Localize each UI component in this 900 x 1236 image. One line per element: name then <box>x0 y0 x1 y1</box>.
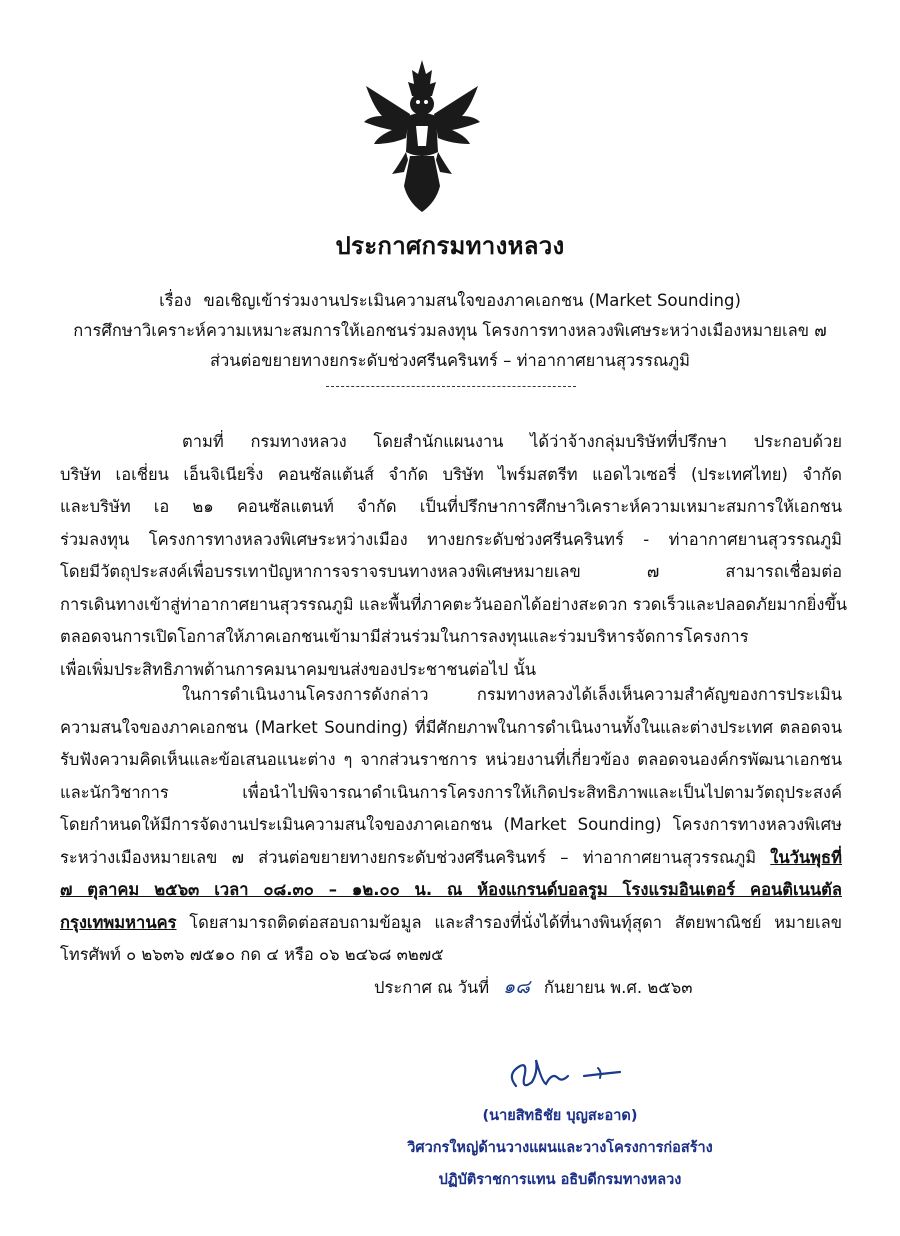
announcement-title: ประกาศกรมทางหลวง <box>335 232 565 260</box>
subject-line-3: ส่วนต่อขยายทางยกระดับช่วงศรีนครินทร์ – ท่าอากาศยานสุวรรณภูมิ <box>209 351 691 370</box>
paragraph-1-line: โดยมีวัตถุประสงค์เพื่อบรรเทาปัญหาการจราจรบนทางหลวงพิเศษหมายเลข ๗ สามารถเชื่อมต่อ <box>60 562 842 581</box>
paragraph-2-line: ความสนใจของภาคเอกชน (Market Sounding) ที่มีศักยภาพในการดำเนินงานทั้งในและต่างประเทศ ตลอดจน <box>60 717 842 737</box>
paragraph-2-line <box>60 874 842 907</box>
paragraph-2-line: และนักวิชาการ เพื่อนำไปพิจารณาดำเนินการโครงการให้เกิดประสิทธิภาพและเป็นไปตามวัตถุประสงค์ <box>60 782 842 802</box>
announcement-date <box>374 972 692 1002</box>
phone-line: โทรศัพท์ ๐ ๒๖๓๖ ๗๕๑๐ กด ๔ หรือ ๐๖ ๒๔๖๘ ๓๒๗๕ <box>60 945 444 964</box>
event-day-highlight: ในวันพุธที่ <box>770 847 842 867</box>
paragraph-2-line <box>60 842 842 875</box>
paragraph-1-line: บริษัท เอเชี่ยน เอ็นจิเนียริ่ง คอนซัลแต้นส์ จำกัด บริษัท ไพร์มสตรีท แอดไวเซอรี่ (ประเทศไทย) จำกัด <box>60 464 842 484</box>
paragraph-1-line: และบริษัท เอ ๒๑ คอนซัลแตนท์ จำกัด เป็นที่ปรึกษาการศึกษาวิเคราะห์ความเหมาะสมการให้เอกชน <box>60 497 842 516</box>
contact-text: โดยสามารถติดต่อสอบถามข้อมูล และสำรองที่นั่งได้ที่นางพินทุ์สุดา สัตยพาณิชย์ หมายเลข <box>189 912 842 932</box>
event-location-text: ระหว่างเมืองหมายเลข ๗ ส่วนต่อขยายทางยกระดับช่วงศรีนครินทร์ – ท่าอากาศยานสุวรรณภูมิ <box>60 847 757 867</box>
paragraph-2-line <box>60 907 842 940</box>
paragraph-1-line: ตลอดจนการเปิดโอกาสให้ภาคเอกชนเข้ามามีส่วนร่วมในการลงทุนและร่วมบริหารจัดการโครงการ <box>60 627 749 646</box>
subject-block <box>40 286 860 376</box>
subject-line-1 <box>40 286 860 316</box>
subject-line-2: การศึกษาวิเคราะห์ความเหมาะสมการให้เอกชนร่วมลงทุน โครงการทางหลวงพิเศษระหว่างเมืองหมายเลข ๗ <box>73 321 827 340</box>
event-city-highlight: กรุงเทพมหานคร <box>60 912 177 932</box>
handwritten-signature <box>502 1052 632 1102</box>
garuda-emblem-icon <box>362 56 482 216</box>
subject-text-1: ขอเชิญเข้าร่วมงานประเมินความสนใจของภาคเอกชน (Market Sounding) <box>203 291 741 310</box>
paragraph-2-line: รับฟังความคิดเห็นและข้อเสนอแนะต่าง ๆ จากส่วนราชการ หน่วยงานที่เกี่ยวข้อง ตลอดจนองค์กรพัฒนาเอกชน <box>60 750 842 769</box>
paragraph-1-line: ตามที่ กรมทางหลวง โดยสำนักแผนงาน ได้ว่าจ้างกลุ่มบริษัทที่ปรึกษา ประกอบด้วย <box>182 432 842 451</box>
divider-line <box>326 386 576 387</box>
paragraph-1-line: เพื่อเพิ่มประสิทธิภาพด้านการคมนาคมขนส่งของประชาชนต่อไป นั้น <box>60 659 537 679</box>
date-suffix: กันยายน พ.ศ. ๒๕๖๓ <box>543 978 693 997</box>
signer-position: วิศวกรใหญ่ด้านวางแผนและวางโครงการก่อสร้าง <box>407 1140 713 1156</box>
event-datetime-highlight: ๗ ตุลาคม ๒๕๖๓ เวลา ๐๘.๓๐ – ๑๒.๐๐ น. ณ ห้องแกรนด์บอลรูม โรงแรมอินเตอร์ คอนติเนนตัล <box>60 880 842 899</box>
paragraph-2 <box>60 679 842 972</box>
date-day-handwritten: ๑๘ <box>503 976 530 998</box>
date-prefix: ประกาศ ณ วันที่ <box>374 978 490 997</box>
subject-label: เรื่อง <box>159 291 192 310</box>
paragraph-2-line: โดยกำหนดให้มีการจัดงานประเมินความสนใจของภาคเอกชน (Market Sounding) โครงการทางหลวงพิเศษ <box>60 815 842 834</box>
signer-acting-on-behalf: ปฏิบัติราชการแทน อธิบดีกรมทางหลวง <box>438 1172 682 1188</box>
paragraph-2-line: ในการดำเนินงานโครงการดังกล่าว กรมทางหลวงได้เล็งเห็นความสำคัญของการประเมิน <box>182 685 842 704</box>
signer-name: (นายสิทธิชัย บุญสะอาด) <box>482 1108 638 1124</box>
paragraph-1 <box>60 426 848 686</box>
paragraph-1-line: การเดินทางเข้าสู่ท่าอากาศยานสุวรรณภูมิ และพื้นที่ภาคตะวันออกได้อย่างสะดวก รวดเร็วและปลอดภัยมากยิ่งขึ้น <box>60 594 848 614</box>
paragraph-1-line: ร่วมลงทุน โครงการทางหลวงพิเศษระหว่างเมือง ทางยกระดับช่วงศรีนครินทร์ - ท่าอากาศยานสุวรรณภูมิ <box>60 529 842 549</box>
